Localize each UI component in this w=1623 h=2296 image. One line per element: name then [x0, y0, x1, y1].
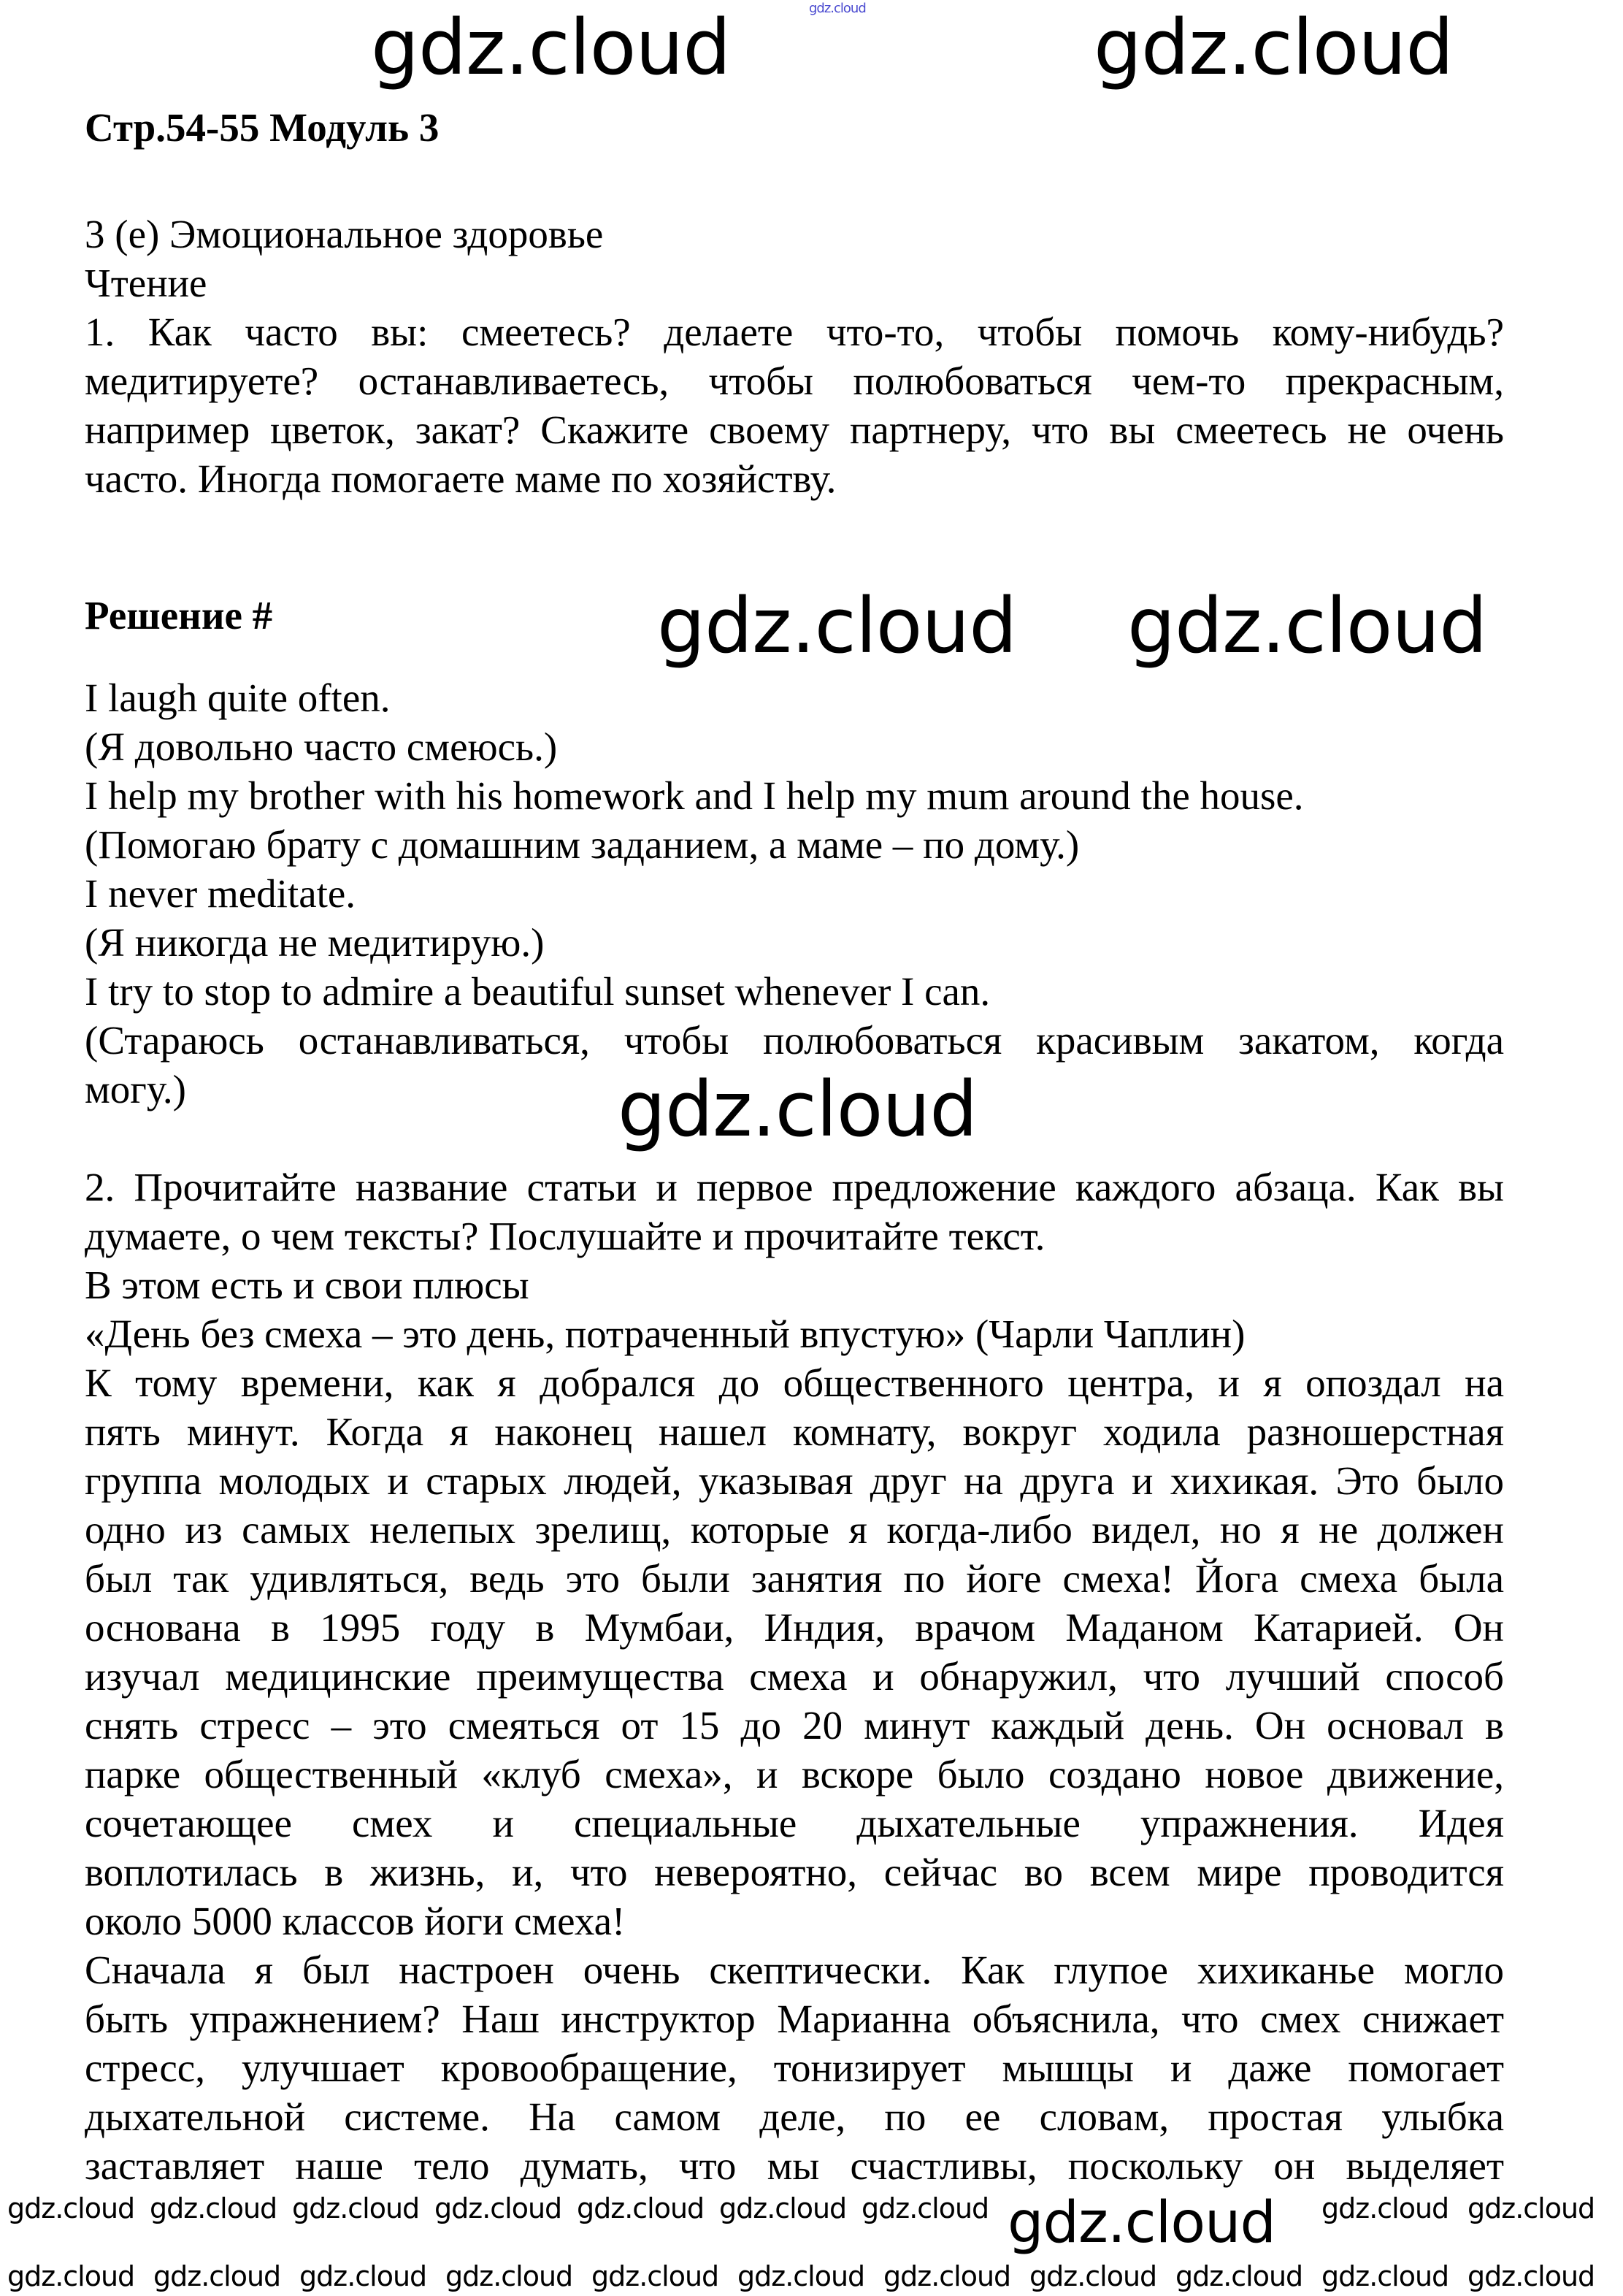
watermark: gdz.cloud	[1467, 2260, 1595, 2292]
watermark: gdz.cloud	[1127, 581, 1487, 670]
answer-line: I laugh quite often.	[85, 676, 391, 720]
watermark: gdz.cloud	[7, 2192, 135, 2224]
watermark: gdz.cloud	[299, 2260, 427, 2292]
answer-line: (Я никогда не медитирую.)	[85, 920, 545, 965]
answer-line: могу.)	[85, 1067, 186, 1111]
watermark: gdz.cloud	[1321, 2192, 1449, 2224]
paragraph-line: Сначала я был настроен очень скептически. Как глупое хихиканье могло	[85, 1948, 1504, 1992]
paragraph-line: около 5000 классов йоги смеха!	[85, 1899, 626, 1943]
watermark: gdz.cloud	[862, 2192, 989, 2224]
paragraph-line: был так удивляться, ведь это были занятия по йоге смеха! Йога смеха была	[85, 1556, 1504, 1601]
paragraph-line: снять стресс – это смеяться от 15 до 20 минут каждый день. Он основал в	[85, 1703, 1504, 1748]
task-1-line: медитируете? останавливаетесь, чтобы полюбоваться чем-то прекрасным,	[85, 359, 1504, 403]
watermark: gdz.cloud	[371, 3, 731, 92]
watermark: gdz.cloud	[618, 1065, 978, 1154]
answer-line: I help my brother with his homework and I help my mum around the house.	[85, 773, 1304, 818]
paragraph-line: пять минут. Когда я наконец нашел комнату, вокруг ходила разношерстная	[85, 1409, 1504, 1454]
watermark: gdz.cloud	[150, 2192, 277, 2224]
watermark: gdz.cloud	[153, 2260, 281, 2292]
watermark: gdz.cloud	[7, 2260, 135, 2292]
paragraph-line: стресс, улучшает кровообращение, тонизирует мышцы и даже помогает	[85, 2046, 1504, 2090]
watermark: gdz.cloud	[883, 2260, 1011, 2292]
paragraph-line: быть упражнением? Наш инструктор Марианна объяснила, что смех снижает	[85, 1997, 1504, 2041]
watermark: gdz.cloud	[1029, 2260, 1157, 2292]
article-paragraph-1	[85, 1358, 1504, 1945]
answer-line: (Я довольно часто смеюсь.)	[85, 724, 558, 769]
answers	[85, 673, 1504, 1114]
watermark: gdz.cloud	[1175, 2260, 1303, 2292]
watermark: gdz.cloud	[577, 2192, 705, 2224]
watermark: gdz.cloud	[1321, 2260, 1449, 2292]
paragraph-line: изучал медицинские преимущества смеха и обнаружил, что лучший способ	[85, 1654, 1504, 1699]
paragraph-line: группа молодых и старых людей, указывая друг на друга и хихикая. Это было	[85, 1458, 1504, 1503]
watermark: gdz.cloud	[591, 2260, 719, 2292]
watermark: gdz.cloud	[445, 2260, 573, 2292]
task-1-line: например цветок, закат? Скажите своему партнеру, что вы смеетесь не очень	[85, 407, 1504, 452]
answer-line: (Помогаю брату с домашним заданием, а маме – по дому.)	[85, 822, 1080, 867]
page-title: Стр.54-55 Модуль 3	[85, 105, 440, 150]
top-watermark: gdz.cloud	[809, 1, 866, 16]
watermark: gdz.cloud	[1467, 2192, 1595, 2224]
paragraph-line: заставляет наше тело думать, что мы счастливы, поскольку он выделяет	[85, 2143, 1504, 2188]
paragraph-line: парке общественный «клуб смеха», и вскоре было создано новое движение,	[85, 1752, 1504, 1796]
paragraph-line: одно из самых нелепых зрелищ, которые я когда-либо видел, но я не должен	[85, 1507, 1504, 1552]
task-2-line: думаете, о чем тексты? Послушайте и прочитайте текст.	[85, 1214, 1045, 1258]
watermark: gdz.cloud	[657, 581, 1017, 670]
task-2	[85, 1163, 1504, 1358]
task-2-line: 2. Прочитайте название статьи и первое предложение каждого абзаца. Как вы	[85, 1165, 1504, 1209]
article-title: В этом есть и свои плюсы	[85, 1263, 529, 1307]
article-paragraph-2	[85, 1945, 1504, 2190]
watermark: gdz.cloud	[434, 2192, 562, 2224]
watermark: gdz.cloud	[737, 2260, 865, 2292]
watermark: gdz.cloud	[1094, 3, 1454, 92]
paragraph-line: К тому времени, как я добрался до общественного центра, и я опоздал на	[85, 1361, 1504, 1405]
watermark: gdz.cloud	[719, 2192, 847, 2224]
lesson-subtitle: 3 (e) Эмоциональное здоровье	[85, 212, 604, 256]
answer-line: I never meditate.	[85, 871, 356, 916]
paragraph-line: основана в 1995 году в Мумбаи, Индия, врачом Маданом Катарией. Он	[85, 1605, 1504, 1650]
article-quote: «День без смеха – это день, потраченный впустую» (Чарли Чаплин)	[85, 1312, 1246, 1356]
watermark: gdz.cloud	[1008, 2190, 1275, 2256]
section-heading: Чтение	[85, 261, 207, 305]
paragraph-line: воплотилась в жизнь, и, что невероятно, сейчас во всем мире проводится	[85, 1850, 1504, 1894]
solution-label: Решение #	[85, 593, 273, 638]
task-1	[85, 307, 1504, 503]
answer-line: (Стараюсь останавливаться, чтобы полюбоваться красивым закатом, когда	[85, 1018, 1504, 1063]
paragraph-line: сочетающее смех и специальные дыхательные упражнения. Идея	[85, 1801, 1504, 1845]
task-1-line: 1. Как часто вы: смеетесь? делаете что-то, чтобы помочь кому-нибудь?	[85, 310, 1504, 354]
task-1-line: часто. Иногда помогаете маме по хозяйству.	[85, 456, 837, 501]
watermark: gdz.cloud	[292, 2192, 420, 2224]
answer-line: I try to stop to admire a beautiful sunset whenever I can.	[85, 969, 991, 1014]
paragraph-line: дыхательной системе. На самом деле, по ее словам, простая улыбка	[85, 2094, 1504, 2139]
